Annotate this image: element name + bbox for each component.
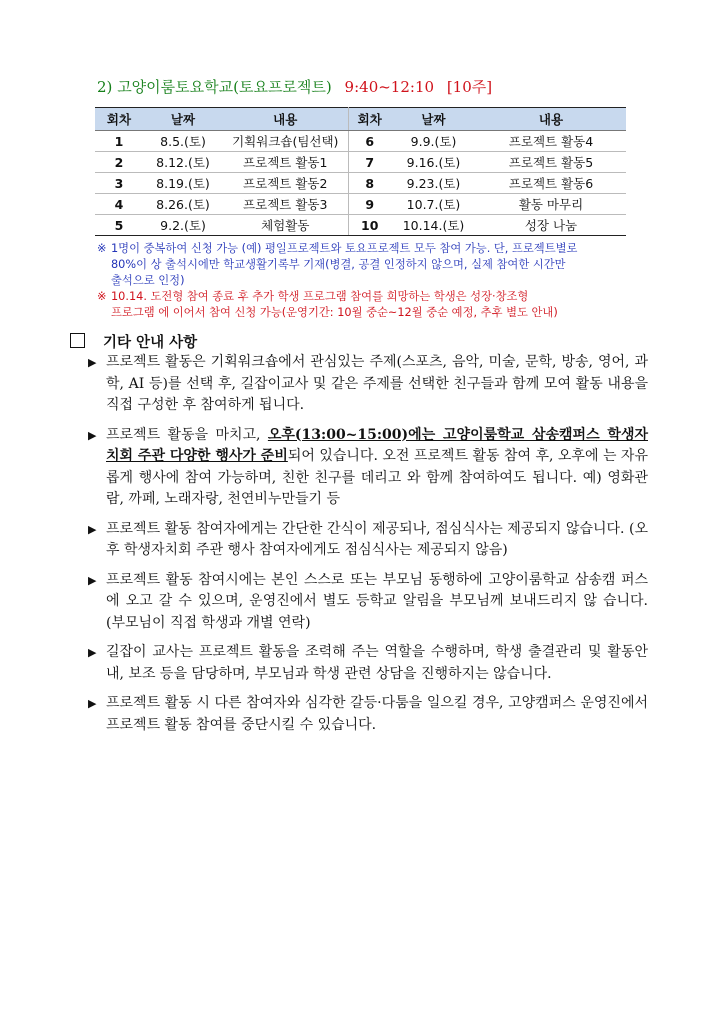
cell-date: 8.26.(토) xyxy=(143,194,223,215)
cell-session: 6 xyxy=(348,131,391,152)
list-item xyxy=(88,352,648,417)
cell-content: 프로젝트 활동5 xyxy=(476,152,626,173)
table-header-row xyxy=(95,108,626,131)
section-heading xyxy=(70,331,197,352)
cell-content: 프로젝트 활동4 xyxy=(476,131,626,152)
cell-content: 프로젝트 활동3 xyxy=(223,194,348,215)
header-date-2: 날짜 xyxy=(391,108,476,131)
cell-date: 9.16.(토) xyxy=(391,152,476,173)
triangle-bullet-icon: ▶ xyxy=(88,356,97,369)
header-content-2: 내용 xyxy=(476,108,626,131)
table-row xyxy=(95,152,626,173)
cell-date: 8.5.(토) xyxy=(143,131,223,152)
note-line: 80%이 상 출석시에만 학교생활기록부 기재(병결, 공결 인정하지 않으며, 실제 참여한 시간만 xyxy=(111,258,566,271)
triangle-bullet-icon: ▶ xyxy=(88,646,97,659)
cell-content: 프로젝트 활동6 xyxy=(476,173,626,194)
cell-date: 8.19.(토) xyxy=(143,173,223,194)
cell-date: 9.9.(토) xyxy=(391,131,476,152)
note-additional-program xyxy=(97,289,637,321)
note-line: 프로그램 에 이어서 참여 신청 가능(운영기간: 10월 중순~12월 중순 예정, 추후 별도 안내) xyxy=(111,306,558,319)
table-row xyxy=(95,194,626,215)
list-item-text: 프로젝트 활동을 마치고, xyxy=(106,426,268,443)
cell-date: 9.2.(토) xyxy=(143,215,223,236)
cell-date: 10.14.(토) xyxy=(391,215,476,236)
cell-session: 10 xyxy=(348,215,391,236)
schedule-heading xyxy=(97,76,492,97)
header-session-2: 회차 xyxy=(348,108,391,131)
heading-time: 9:40~12:10 xyxy=(344,78,435,96)
cell-content: 프로젝트 활동1 xyxy=(223,152,348,173)
list-item xyxy=(88,519,648,562)
header-date: 날짜 xyxy=(143,108,223,131)
triangle-bullet-icon: ▶ xyxy=(88,522,97,536)
list-item xyxy=(88,570,648,635)
list-item-text: 프로젝트 활동은 기획워크숍에서 관심있는 주제(스포츠, 음악, 미술, 문학, 방송, 영어, 과학, AI 등)를 선택 후, 길잡이교사 및 같은 주제를 선택한 친구들과 함께 모여 활동 내용을 직접 구성한 후 참여하게 됩니다. xyxy=(106,354,648,413)
note-line: 출석으로 인정) xyxy=(111,274,185,287)
table-row xyxy=(95,131,626,152)
schedule-table xyxy=(95,107,626,236)
header-session: 회차 xyxy=(95,108,143,131)
triangle-bullet-icon: ▶ xyxy=(88,428,97,442)
cell-date: 8.12.(토) xyxy=(143,152,223,173)
cell-session: 4 xyxy=(95,194,143,215)
list-item xyxy=(88,693,648,736)
list-item-text: 프로젝트 활동 참여시에는 본인 스스로 또는 부모님 동행하에 고양이룸학교 삼송캠 퍼스에 오고 갈 수 있으며, 운영진에서 별도 등학교 알림을 부모님께 보내드리지 않 습니다. (부모님이 직접 학생과 개별 연락) xyxy=(106,571,648,631)
header-content: 내용 xyxy=(223,108,348,131)
cell-session: 7 xyxy=(348,152,391,173)
cell-date: 9.23.(토) xyxy=(391,173,476,194)
reference-mark-icon: ※ xyxy=(97,242,107,255)
cell-session: 3 xyxy=(95,173,143,194)
reference-mark-icon: ※ xyxy=(97,290,107,303)
cell-session: 8 xyxy=(348,173,391,194)
cell-content: 체험활동 xyxy=(223,215,348,236)
triangle-bullet-icon: ▶ xyxy=(88,573,97,587)
list-item-emphasis: 오후(13:00~15:00)에는 고양이룸학교 삼송캠퍼스 학생자 치회 주관 다양한 행사가 준비 xyxy=(106,426,648,464)
info-list xyxy=(88,352,648,744)
triangle-bullet-icon: ▶ xyxy=(88,697,97,710)
list-item xyxy=(88,642,648,685)
note-line: 1명이 중복하여 신청 가능 (예) 평일프로젝트와 토요프로젝트 모두 참여 가능. 단, 프로젝트별로 xyxy=(111,242,578,255)
cell-content: 프로젝트 활동2 xyxy=(223,173,348,194)
list-item-text: 프로젝트 활동 참여자에게는 간단한 간식이 제공되나, 점심식사는 제공되지 않습니다. (오후 학생자치회 주관 행사 참여자에게도 점심식사는 제공되지 않음) xyxy=(106,520,648,558)
heading-title: 고양이룸토요학교(토요프로젝트) xyxy=(117,78,332,96)
heading-number: 2) xyxy=(97,78,113,96)
list-item-text: 프로젝트 활동 시 다른 참여자와 심각한 갈등·다툼을 일으킬 경우, 고양캠퍼스 운영진에서 프로젝트 활동 참여를 중단시킬 수 있습니다. xyxy=(106,695,648,733)
list-item xyxy=(88,425,648,511)
list-item-text: 길잡이 교사는 프로젝트 활동을 조력해 주는 역할을 수행하며, 학생 출결관리 및 활동안내, 보조 등을 담당하며, 부모님과 학생 관련 상담을 진행하지는 않습니다. xyxy=(106,644,648,682)
list-item-text: 되어 있습니다. 오전 프로젝트 활동 참여 후, 오후에 는 자유롭게 행사에 참여 가능하며, 친한 친구를 데리고 와 함께 참여하여도 됩니다. 예) 영화관람, 까페, 노래자랑, 천연비누만들기 등 xyxy=(106,448,648,507)
cell-session: 5 xyxy=(95,215,143,236)
note-line: 10.14. 도전형 참여 종료 후 추가 학생 프로그램 참여를 희망하는 학생은 성장·창조형 xyxy=(111,290,529,303)
cell-session: 9 xyxy=(348,194,391,215)
table-row xyxy=(95,215,626,236)
cell-session: 2 xyxy=(95,152,143,173)
heading-weeks: [10주] xyxy=(446,78,493,96)
cell-content: 기획워크숍(팀선택) xyxy=(223,131,348,152)
cell-session: 1 xyxy=(95,131,143,152)
table-row xyxy=(95,173,626,194)
square-box-icon xyxy=(70,333,85,348)
cell-date: 10.7.(토) xyxy=(391,194,476,215)
note-duplicate-enrollment xyxy=(97,241,637,289)
cell-content: 성장 나눔 xyxy=(476,215,626,236)
section-title: 기타 안내 사항 xyxy=(103,334,198,351)
cell-content: 활동 마무리 xyxy=(476,194,626,215)
